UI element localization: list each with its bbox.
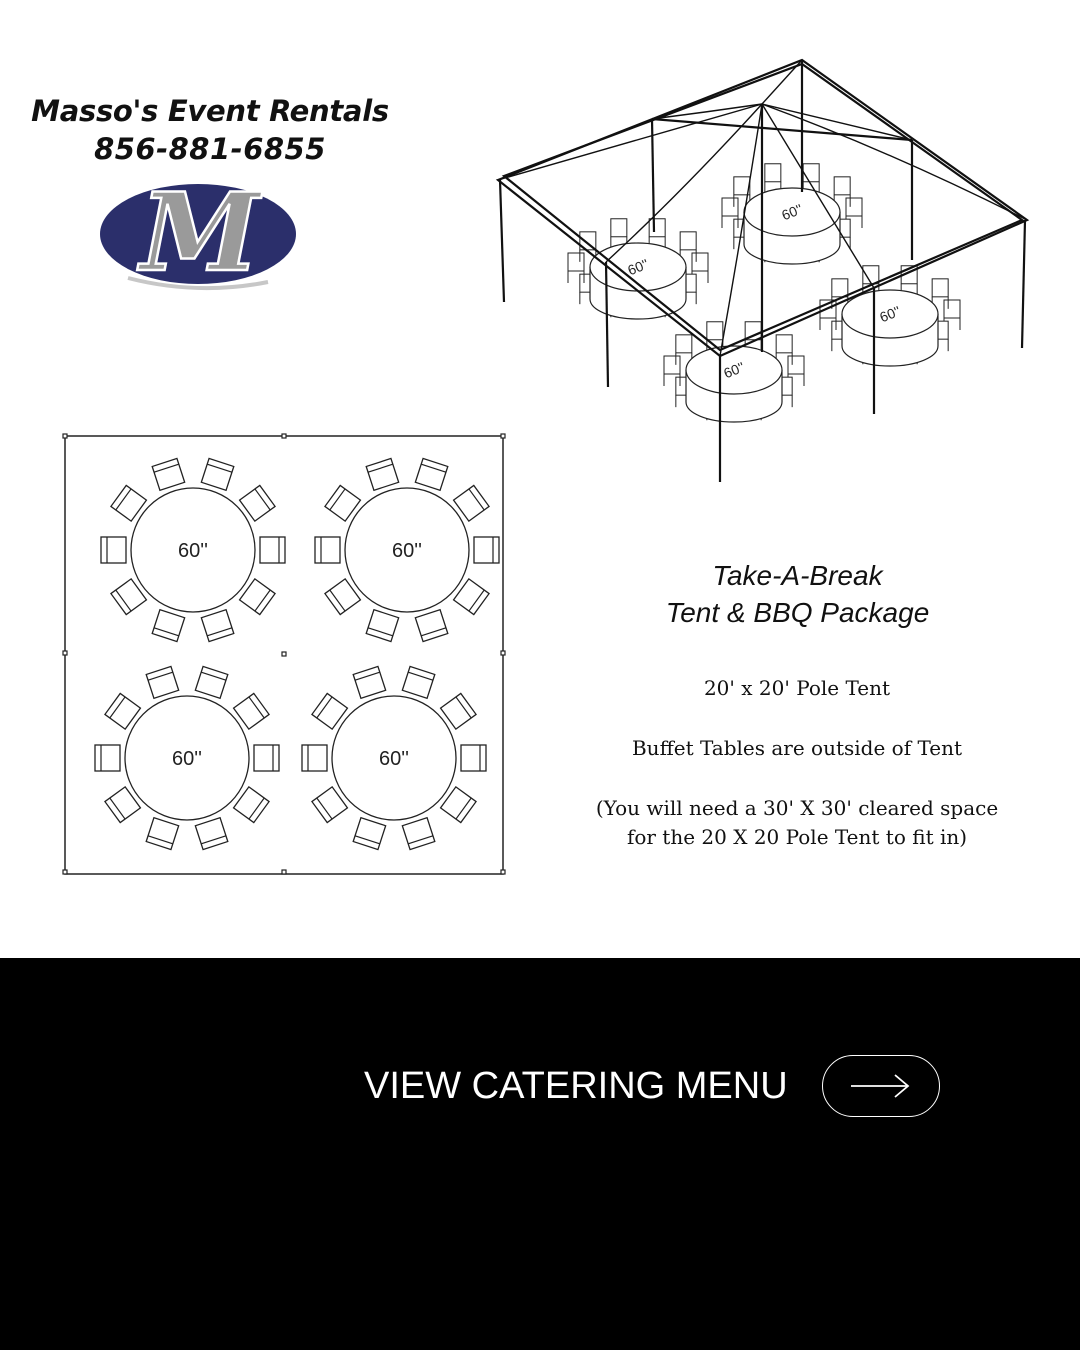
chair-icon <box>152 610 184 642</box>
chair-icon <box>353 818 385 850</box>
package-title: Take-A-Break <box>712 560 883 591</box>
chair-icon <box>461 745 486 771</box>
iso-table <box>664 322 804 422</box>
package-subtitle: Tent & BBQ Package <box>665 597 930 628</box>
plan-table <box>302 666 486 849</box>
chair-icon <box>146 818 178 850</box>
iso-table-size-label: 60'' <box>779 200 805 224</box>
chair-icon <box>195 818 227 850</box>
chair-icon <box>315 537 340 563</box>
iso-table-size-label: 60'' <box>625 255 651 279</box>
space-note-line1: (You will need a 30' X 30' cleared space <box>595 796 999 820</box>
chair-icon <box>474 537 499 563</box>
brand-phone: 856-881-6855 <box>94 132 326 166</box>
iso-table-size-label: 60'' <box>721 358 747 382</box>
cta-bar <box>0 958 1080 1350</box>
tent-size-text: 20' x 20' Pole Tent <box>703 676 891 700</box>
chair-icon <box>101 537 126 563</box>
brand-name: Masso's Event Rentals <box>31 94 389 128</box>
table-size-label: 60'' <box>379 748 409 770</box>
chair-icon <box>302 745 327 771</box>
view-catering-menu-link[interactable]: VIEW CATERING MENU <box>364 1065 788 1107</box>
arrow-right-icon <box>849 1072 913 1100</box>
chair-icon <box>201 610 233 642</box>
chair-icon <box>260 537 285 563</box>
plan-table <box>101 458 285 641</box>
buffet-note-text: Buffet Tables are outside of Tent <box>631 736 963 760</box>
iso-table-size-label: 60'' <box>877 302 903 326</box>
chair-icon <box>152 458 184 490</box>
space-note-line2: for the 20 X 20 Pole Tent to fit in) <box>626 825 968 849</box>
chair-icon <box>366 458 398 490</box>
chair-icon <box>146 666 178 698</box>
chair-icon <box>95 745 120 771</box>
chair-icon <box>402 818 434 850</box>
plan-table <box>95 666 279 849</box>
chair-icon <box>415 458 447 490</box>
iso-table <box>722 164 862 264</box>
chair-icon <box>195 666 227 698</box>
plan-table <box>315 458 499 641</box>
iso-table <box>568 219 708 319</box>
logo-letter: M <box>140 178 260 296</box>
chair-icon <box>201 458 233 490</box>
tent-floor-plan <box>60 430 512 882</box>
chair-icon <box>366 610 398 642</box>
table-size-label: 60'' <box>178 540 208 562</box>
tent-3d-illustration <box>492 52 1037 487</box>
chair-icon <box>353 666 385 698</box>
chair-icon <box>402 666 434 698</box>
brand-logo <box>98 178 303 298</box>
table-size-label: 60'' <box>172 748 202 770</box>
table-size-label: 60'' <box>392 540 422 562</box>
chair-icon <box>254 745 279 771</box>
chair-icon <box>415 610 447 642</box>
floor-plan-tables <box>95 458 499 849</box>
isometric-tables <box>568 164 960 422</box>
view-catering-menu-button[interactable] <box>822 1055 940 1117</box>
